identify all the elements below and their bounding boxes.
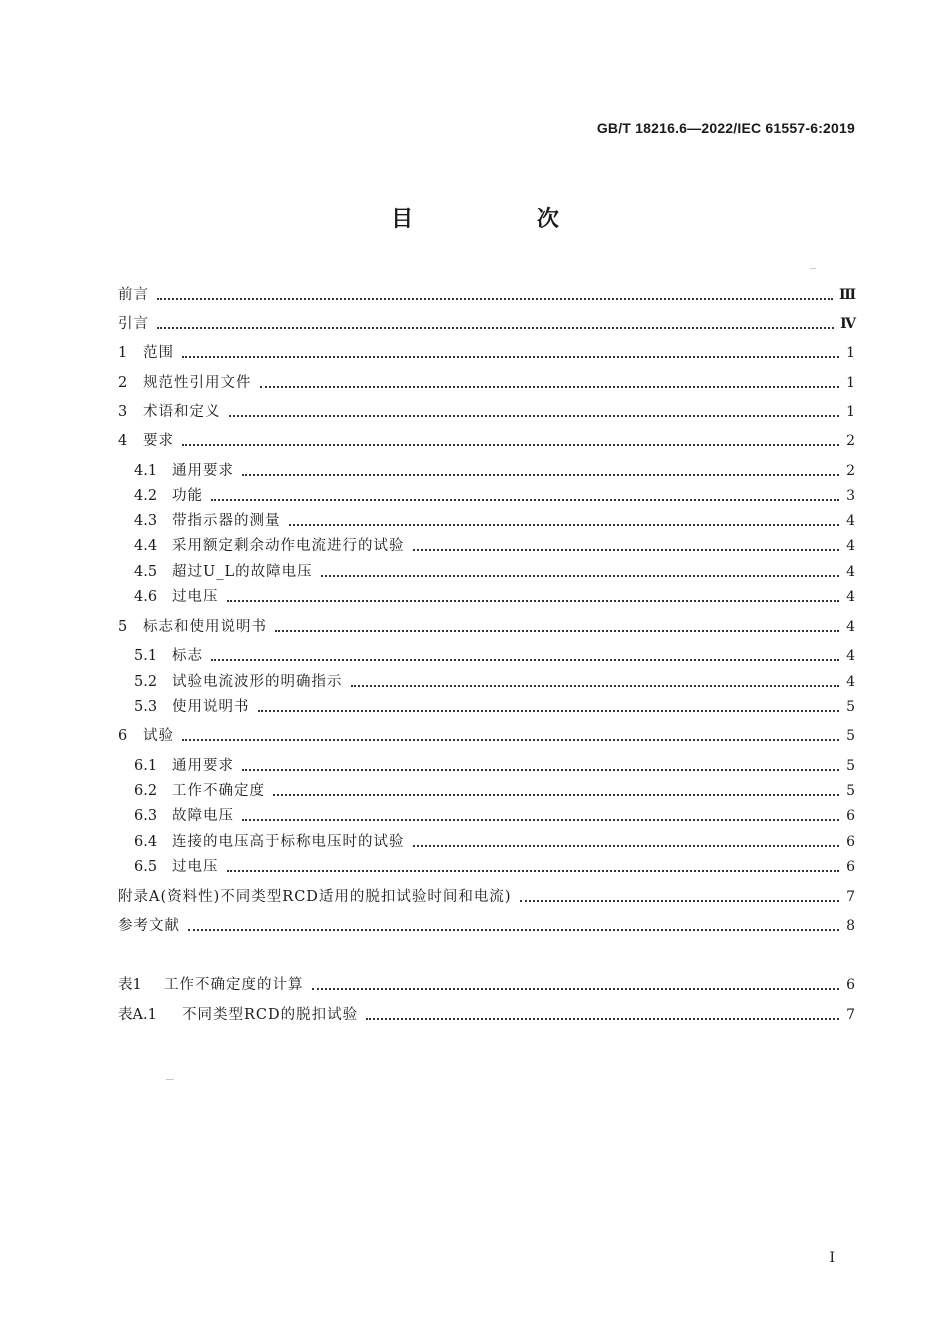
toc-page-number: 7 [846,889,855,905]
toc-entry-5-3[interactable] [134,693,855,717]
toc-section-number: 5.3 [134,699,158,715]
toc-page-number: 4 [846,674,855,690]
toc-page-number: 6 [846,808,855,824]
toc-table-number: 表A.1 [118,1007,157,1023]
dot-leader [321,575,839,577]
toc-section-number: 2 [118,375,128,391]
toc-entry-6-3[interactable] [134,802,855,826]
toc-entry-annex-a[interactable] [118,883,855,907]
toc-page-number: 5 [846,699,855,715]
toc-section-number: 5.1 [134,648,158,664]
dot-leader [227,870,840,872]
page-number: I [829,1250,835,1266]
toc-section-number: 6.4 [134,834,158,850]
toc-label: 过电压 [172,589,219,605]
dot-leader [182,739,839,741]
toc-page-number: 8 [846,918,855,934]
toc-label: 采用额定剩余动作电流进行的试验 [172,538,405,554]
dot-leader [182,444,839,446]
toc-entry-bibliography[interactable] [118,912,855,936]
toc-entry-table-1[interactable] [118,971,855,995]
toc-page-number: 5 [846,728,855,744]
dot-leader [413,549,840,551]
dot-leader [413,845,840,847]
toc-section-number: 6 [118,728,128,744]
dot-leader [182,356,839,358]
page-title: 目 次 [391,207,617,232]
toc-section-number: 4 [118,433,128,449]
toc-section-number: 3 [118,404,128,420]
toc-entry-5-2[interactable] [134,668,855,692]
toc-label: 功能 [172,488,203,504]
toc-page-number: 4 [846,538,855,554]
toc-label: 超过U_L的故障电压 [172,564,313,580]
toc-page-number: 6 [846,859,855,875]
toc-page-number: 4 [846,619,855,635]
dot-leader [366,1018,839,1020]
toc-entry-5-1[interactable] [134,642,855,666]
toc-label: 带指示器的测量 [172,513,281,529]
toc-label: 故障电压 [172,808,234,824]
toc-label: 范围 [143,345,174,361]
dot-leader [242,819,839,821]
toc-label: 试验 [143,728,174,744]
toc-label: 连接的电压高于标称电压时的试验 [172,834,405,850]
toc-entry-4-6[interactable] [134,583,855,607]
toc-entry-4-4[interactable] [134,532,855,556]
toc-entry-1[interactable] [118,339,855,363]
toc-section-number: 6.2 [134,783,158,799]
dot-leader [157,327,834,329]
toc-section-number: 4.2 [134,488,158,504]
toc-entry-6-1[interactable] [134,752,855,776]
toc-entry-4[interactable] [118,427,855,451]
toc-section-number: 6.5 [134,859,158,875]
toc-section-number: 6.1 [134,758,158,774]
toc-section-number: 6.3 [134,808,158,824]
toc-page-number: 5 [846,783,855,799]
dot-leader [227,600,840,602]
toc-page-number: 1 [846,345,855,361]
dot-leader [273,794,839,796]
toc-entry-2[interactable] [118,369,855,393]
toc-label: 规范性引用文件 [143,375,252,391]
toc-section-number: 5 [118,619,128,635]
toc-page-number: 3 [846,488,855,504]
toc-table-number: 表1 [118,977,142,993]
toc-label: 前言 [118,287,149,303]
toc-page-number: 1 [846,404,855,420]
toc-entry-4-2[interactable] [134,482,855,506]
toc-section-number: 4.6 [134,589,158,605]
dot-leader [289,524,840,526]
toc-label: 术语和定义 [143,404,221,420]
standard-number: GB/T 18216.6—2022/IEC 61557-6:2019 [596,120,855,136]
toc-page-number: Ⅲ [838,287,855,303]
toc-page-number: 6 [846,834,855,850]
toc-entry-4-3[interactable] [134,507,855,531]
toc-label: 过电压 [172,859,219,875]
dot-leader [157,298,833,300]
toc-label: 通用要求 [172,463,234,479]
toc-section-number: 1 [118,345,128,361]
toc-label: 标志和使用说明书 [143,619,267,635]
toc-page-number: 4 [846,564,855,580]
toc-section-number: 4.4 [134,538,158,554]
toc-entry-5[interactable] [118,613,855,637]
toc-entry-foreword[interactable] [118,281,855,305]
toc-page-number: Ⅳ [840,316,855,332]
toc-label: 不同类型RCD的脱扣试验 [182,1007,359,1023]
toc-page-number: 1 [846,375,855,391]
dot-leader [312,988,840,990]
toc-label: 标志 [172,648,203,664]
toc-page-number: 2 [846,433,855,449]
scan-speck [810,268,816,269]
toc-page-number: 2 [846,463,855,479]
toc-label: 参考文献 [118,918,180,934]
toc-label: 试验电流波形的明确指示 [172,674,343,690]
toc-page-number: 4 [846,513,855,529]
toc-label: 要求 [143,433,174,449]
dot-leader [242,474,839,476]
toc-page-number: 4 [846,589,855,605]
toc-entry-6[interactable] [118,722,855,746]
dot-leader [188,929,839,931]
dot-leader [211,499,839,501]
dot-leader [242,769,839,771]
toc-page-number: 5 [846,758,855,774]
toc-entry-4-5[interactable] [134,558,855,582]
toc-label: 工作不确定度的计算 [164,977,304,993]
dot-leader [260,386,840,388]
toc-section-number: 5.2 [134,674,158,690]
toc-entry-6-2[interactable] [134,777,855,801]
toc-label: 使用说明书 [172,699,250,715]
toc-page-number: 7 [846,1007,855,1023]
dot-leader [275,630,839,632]
dot-leader [351,685,840,687]
toc-entry-table-a1[interactable] [118,1001,855,1025]
toc-label: 通用要求 [172,758,234,774]
dot-leader [258,710,840,712]
toc-entry-6-5[interactable] [134,853,855,877]
dot-leader [211,659,839,661]
toc-entry-6-4[interactable] [134,828,855,852]
toc-section-number: 4.5 [134,564,158,580]
toc-page-number: 6 [846,977,855,993]
toc-entry-4-1[interactable] [134,457,855,481]
dot-leader [520,900,839,902]
dot-leader [229,415,840,417]
toc-label: 附录A(资料性)不同类型RCD适用的脱扣试验时间和电流) [118,889,512,905]
toc-entry-3[interactable] [118,398,855,422]
toc-section-number: 4.1 [134,463,158,479]
toc-entry-introduction[interactable] [118,310,855,334]
toc-section-number: 4.3 [134,513,158,529]
scan-speck [166,1079,174,1080]
toc-page-number: 4 [846,648,855,664]
toc-label: 工作不确定度 [172,783,265,799]
toc-label: 引言 [118,316,149,332]
